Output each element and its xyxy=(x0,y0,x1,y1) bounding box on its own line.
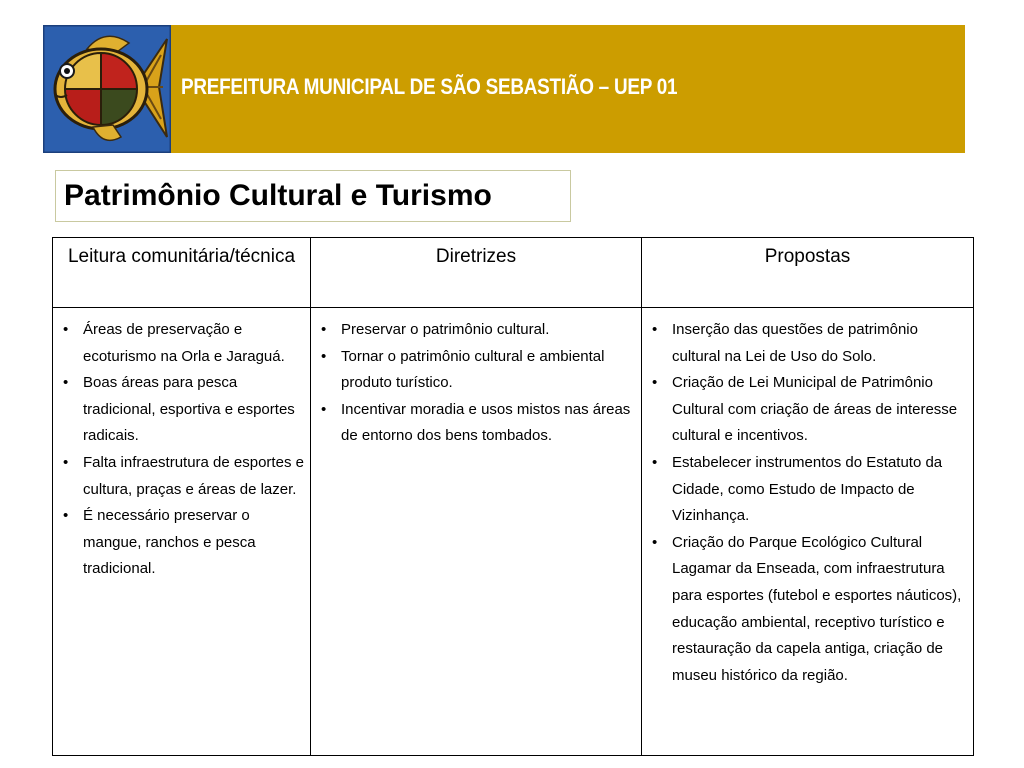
bullet-icon: • xyxy=(321,347,327,365)
bullet-icon: • xyxy=(63,453,69,471)
bullet-icon: • xyxy=(652,453,658,471)
column-header-propostas: Propostas xyxy=(642,238,974,308)
bullet-list-leitura xyxy=(59,317,304,583)
bullet-icon: • xyxy=(321,321,327,338)
list-item xyxy=(59,370,304,450)
bullet-icon: • xyxy=(321,400,327,418)
cell-propostas xyxy=(642,308,974,756)
list-item-text: Criação do Parque Ecológico Cultural Lagamar da Enseada, com infraestrutura para esportes (futebol e esportes náuticos), educação ambiental, receptivo turístico e restauração da capela antiga, criação de museu histórico da região. xyxy=(672,533,962,684)
cell-diretrizes xyxy=(311,308,642,756)
list-item xyxy=(648,450,967,530)
list-item xyxy=(317,317,635,344)
bullet-list-propostas xyxy=(648,317,967,689)
bullet-icon: • xyxy=(63,507,69,525)
bullet-list-diretrizes xyxy=(317,317,635,450)
list-item xyxy=(59,317,304,370)
list-item-text: Preservar o patrimônio cultural. xyxy=(341,321,550,338)
list-item-text: Tornar o patrimônio cultural e ambiental produto turístico. xyxy=(341,347,605,392)
list-item xyxy=(59,503,304,583)
fish-emblem-icon xyxy=(43,25,171,153)
bullet-icon: • xyxy=(652,374,658,392)
list-item-text: Áreas de preservação e ecoturismo na Orla e Jaraguá. xyxy=(83,321,285,365)
list-item xyxy=(648,530,967,690)
table-row xyxy=(53,308,974,756)
list-item-text: Falta infraestrutura de esportes e cultura, praças e áreas de lazer. xyxy=(83,453,304,498)
bullet-icon: • xyxy=(63,321,69,338)
list-item xyxy=(317,397,635,450)
column-header-leitura: Leitura comunitária/técnica xyxy=(53,238,311,308)
list-item xyxy=(648,317,967,370)
planning-matrix-table xyxy=(52,237,974,756)
list-item xyxy=(648,370,967,450)
bullet-icon: • xyxy=(652,533,658,551)
organization-title: PREFEITURA MUNICIPAL DE SÃO SEBASTIÃO – UEP 01 xyxy=(181,74,678,99)
column-header-diretrizes: Diretrizes xyxy=(311,238,642,308)
list-item-text: É necessário preservar o mangue, ranchos e pesca tradicional. xyxy=(83,507,256,578)
list-item-text: Estabelecer instrumentos do Estatuto da Cidade, como Estudo de Impacto de Vizinhança. xyxy=(672,453,943,525)
cell-leitura xyxy=(53,308,311,756)
list-item xyxy=(317,344,635,397)
list-item-text: Incentivar moradia e usos mistos nas áreas de entorno dos bens tombados. xyxy=(341,400,631,445)
list-item-text: Criação de Lei Municipal de Patrimônio Cultural com criação de áreas de interesse cultural e incentivos. xyxy=(672,374,958,445)
bullet-icon: • xyxy=(652,321,658,338)
table-header-row xyxy=(53,238,974,308)
list-item xyxy=(59,450,304,503)
bullet-icon: • xyxy=(63,374,69,392)
section-title-box xyxy=(55,170,571,222)
section-title: Patrimônio Cultural e Turismo xyxy=(64,179,492,212)
list-item-text: Inserção das questões de patrimônio cultural na Lei de Uso do Solo. xyxy=(672,321,918,365)
list-item-text: Boas áreas para pesca tradicional, esportiva e esportes radicais. xyxy=(83,374,295,445)
